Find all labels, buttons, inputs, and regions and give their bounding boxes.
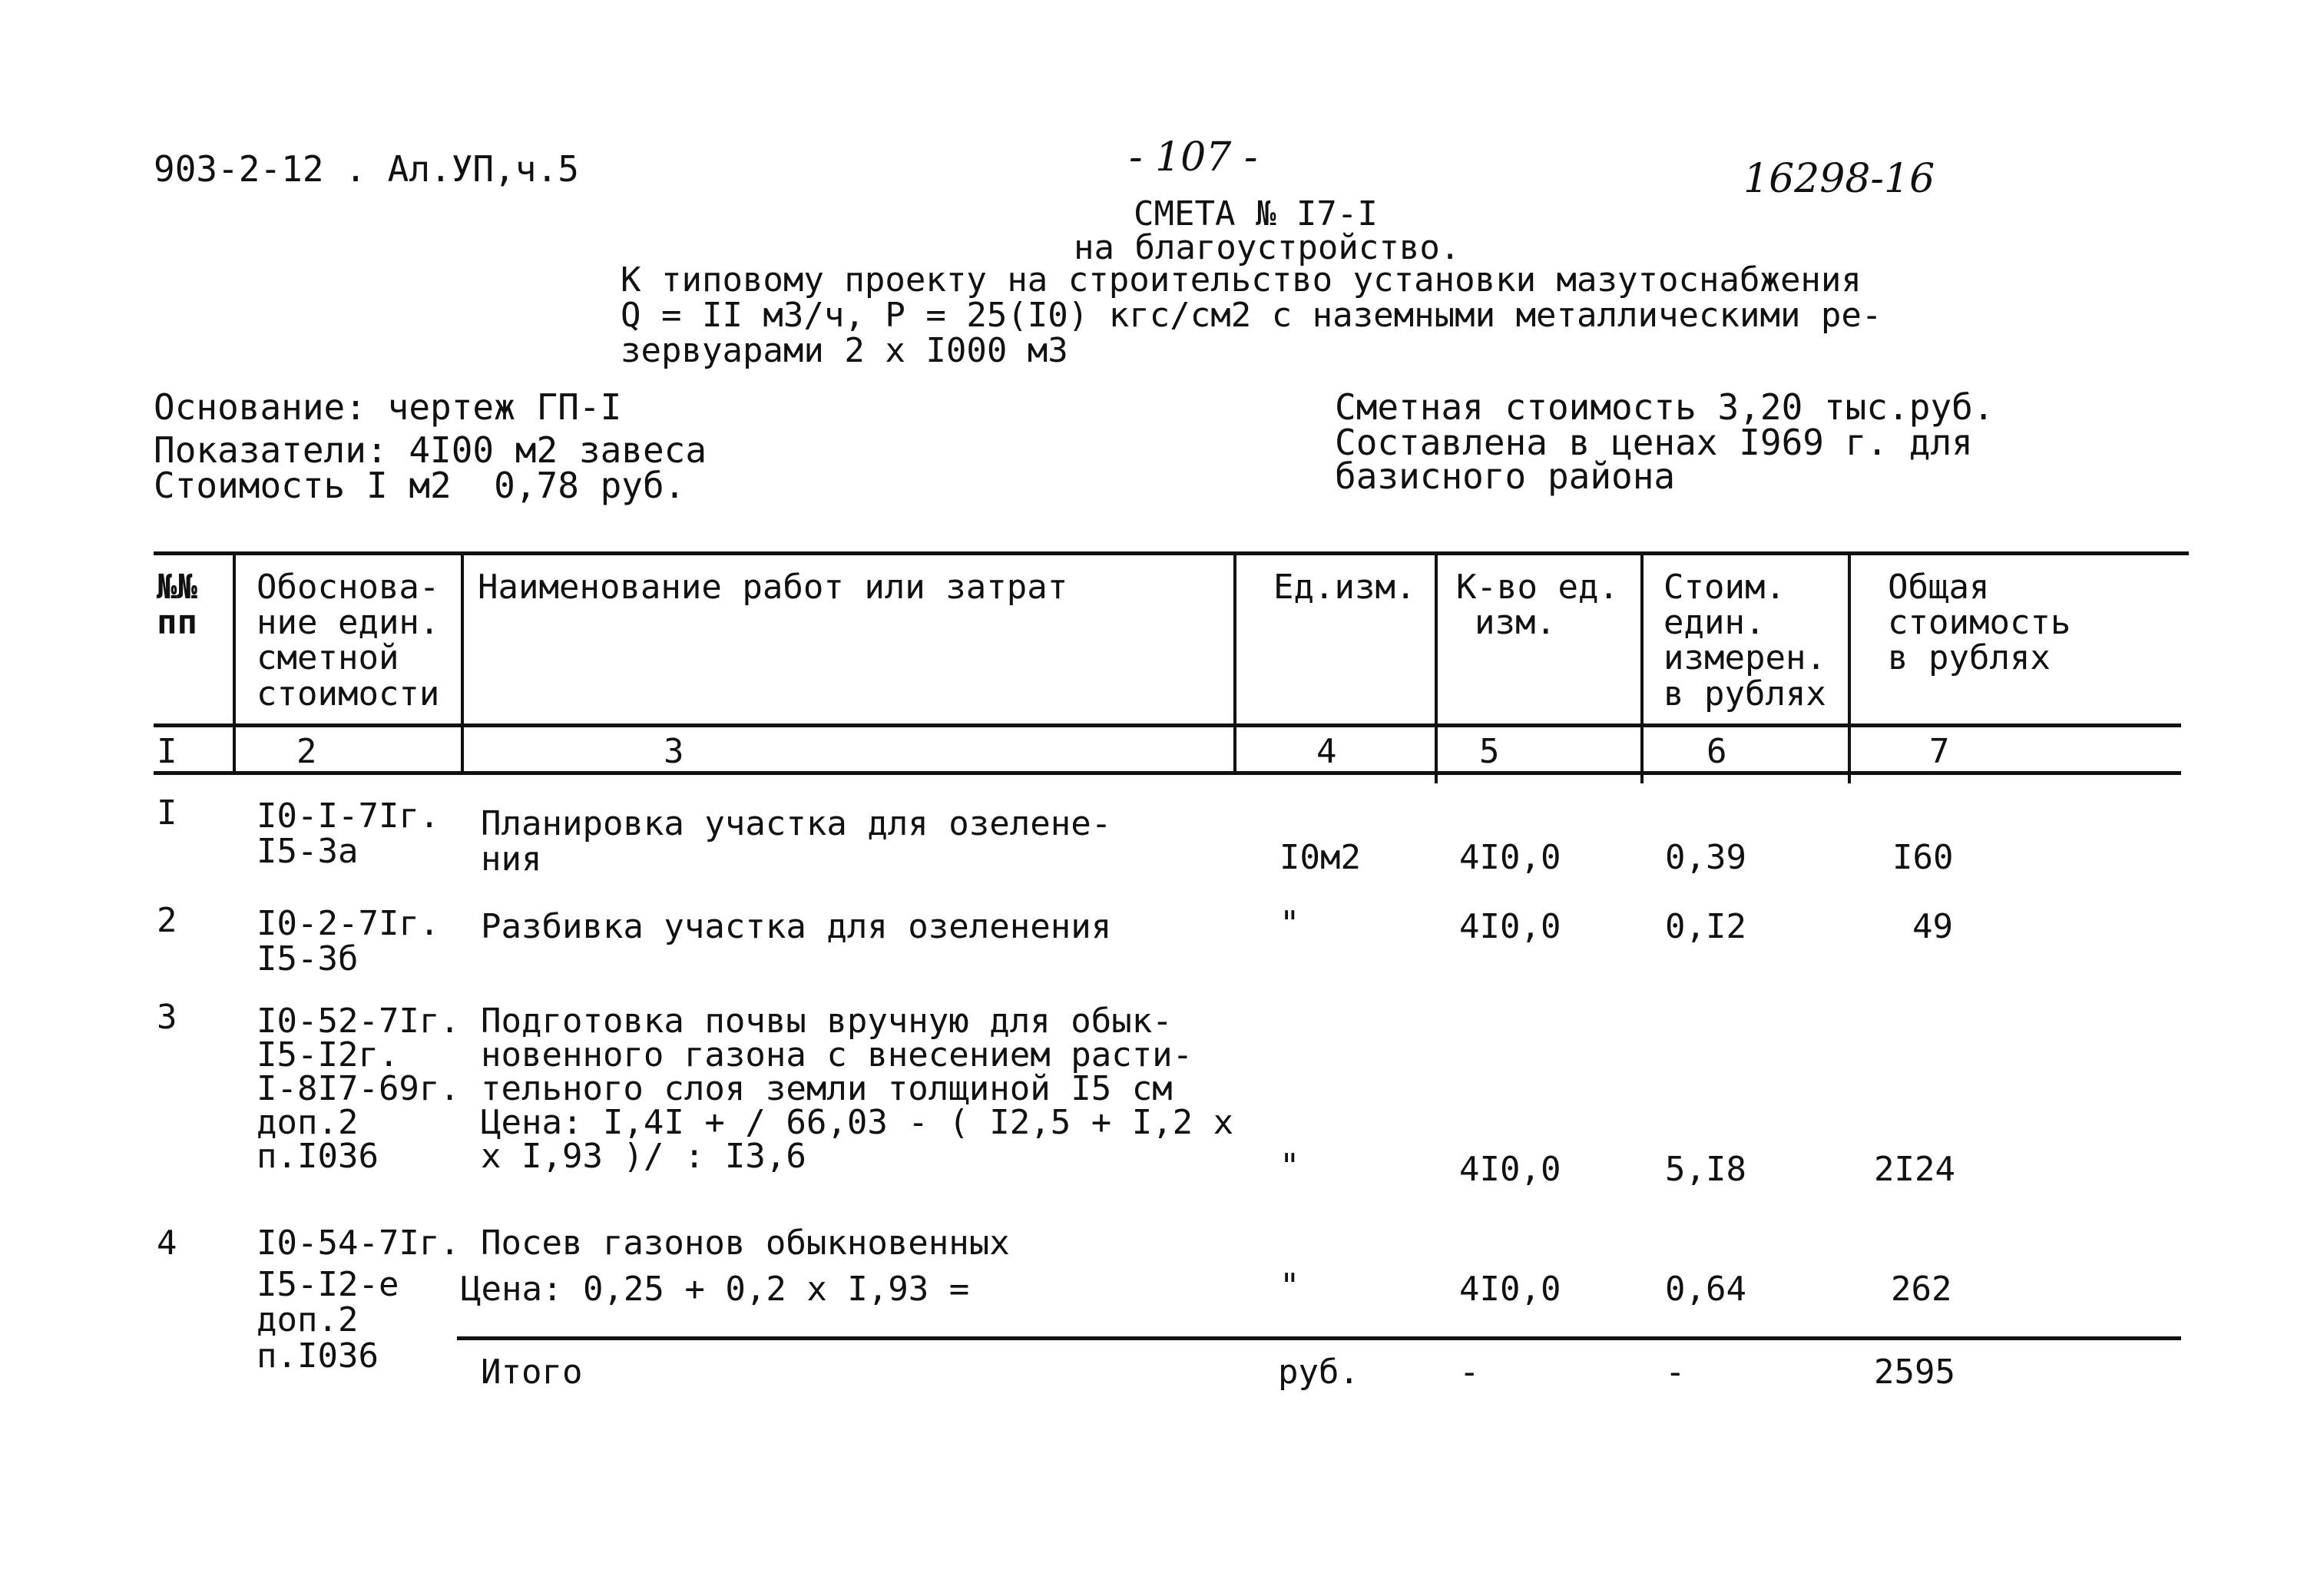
total-price: - [1665, 1353, 1686, 1392]
row-1-price: 0,39 [1665, 838, 1746, 877]
table-colnum-rule [154, 771, 2181, 775]
table-top-rule [154, 551, 2189, 555]
indicators-text: Показатели: 4I00 м2 завеса [154, 429, 707, 471]
col-number: 5 [1479, 732, 1500, 771]
row-3-total: 2I24 [1874, 1150, 1955, 1189]
prices-line-1: Составлена в ценах I969 г. для [1335, 422, 1973, 463]
row-1-basis: I0-I-7Iг. I5-3а [257, 796, 440, 872]
row-3-price: 5,I8 [1665, 1150, 1746, 1189]
row-4-unit: " [1279, 1267, 1300, 1306]
col-divider-1 [233, 553, 236, 773]
project-line-2: Q = II м3/ч, P = 25(I0) кгс/см2 с наземными металлическими ре- [621, 296, 1882, 335]
row-1-total: I60 [1892, 838, 1954, 877]
estimate-subtitle: на благоустройство. [1074, 228, 1461, 267]
col-number: 4 [1316, 732, 1337, 771]
row-2-num: 2 [157, 901, 177, 940]
project-line-1: К типовому проекту на строительство установки мазутоснабжения [621, 260, 1862, 300]
row-1-qty: 4I0,0 [1459, 838, 1561, 877]
col-divider-3 [1233, 553, 1236, 773]
header-price: Стоим. един. измерен. в рублях [1663, 568, 1826, 714]
estimated-cost-text: Сметная стоимость 3,20 тыс.руб. [1335, 386, 1994, 428]
header-qty: К-во ед. изм. [1456, 568, 1619, 643]
row-1-unit: I0м2 [1279, 838, 1361, 877]
row-2-unit: " [1279, 904, 1300, 943]
row-3-name: Подготовка почвы вручную для обык- новенного газона с внесением расти- тельного слоя земли толщиной I5 см Цена: I,4I + / 66,03 - ( I2,5 + I,2 х х I,93 )/ : I3,6 [481, 1002, 1234, 1176]
row-4-qty: 4I0,0 [1459, 1270, 1561, 1309]
col-number: 6 [1706, 732, 1727, 771]
row-3-qty: 4I0,0 [1459, 1150, 1561, 1189]
basis-text: Основание: чертеж ГП-I [154, 386, 622, 428]
handwritten-stamp: 16298-16 [1743, 156, 1935, 202]
col-divider-2 [461, 553, 464, 773]
row-4-total: 262 [1891, 1270, 1952, 1309]
col-number: 2 [296, 732, 317, 771]
total-rule [457, 1336, 2181, 1340]
col-number: I [157, 732, 177, 771]
header-unit: Ед.изм. [1273, 568, 1416, 607]
row-1-num: I [157, 793, 177, 833]
total-qty: - [1459, 1353, 1480, 1392]
row-2-qty: 4I0,0 [1459, 907, 1561, 946]
header-basis: Обоснова- ние един. сметной стоимости [257, 568, 440, 714]
unit-cost-text: Стоимость I м2 0,78 руб. [154, 465, 686, 506]
col-divider-5 [1640, 553, 1644, 783]
row-4-price-formula: Цена: 0,25 + 0,2 х I,93 = [461, 1270, 970, 1309]
prices-line-2: базисного района [1335, 455, 1676, 497]
row-4-name: Посев газонов обыкновенных [481, 1223, 1010, 1263]
row-2-price: 0,I2 [1665, 907, 1746, 946]
row-4-price: 0,64 [1665, 1270, 1746, 1309]
col-number: 3 [664, 732, 684, 771]
header-total: Общая стоимость в рублях [1888, 568, 2071, 678]
total-label: Итого [481, 1353, 583, 1392]
row-4-num: 4 [157, 1223, 177, 1263]
row-3-num: 3 [157, 998, 177, 1037]
header-name: Наименование работ или затрат [478, 568, 1068, 607]
project-line-3: зервуарами 2 х I000 м3 [621, 331, 1068, 370]
row-3-unit: " [1279, 1147, 1300, 1186]
col-number: 7 [1929, 732, 1950, 771]
total-sum: 2595 [1874, 1353, 1955, 1392]
row-3-basis: I0-52-7Iг. I5-I2г. I-8I7-69г. доп.2 п.I036 [257, 1002, 460, 1176]
header-num: №№ пп [157, 568, 197, 643]
row-2-name: Разбивка участка для озеленения [481, 907, 1112, 946]
document-code: 903-2-12 . Ал.УП,ч.5 [154, 148, 579, 190]
table-header-rule [154, 723, 2181, 727]
estimate-title: СМЕТА № I7-I [1134, 194, 1378, 233]
row-1-name: Планировка участка для озелене- ния [481, 804, 1112, 879]
page-number: - 107 - [1129, 134, 1258, 180]
row-2-basis: I0-2-7Iг. I5-3б [257, 904, 440, 979]
total-unit: руб. [1278, 1353, 1359, 1392]
col-divider-4 [1435, 553, 1438, 783]
row-4-basis: I0-54-7Iг. I5-I2-е доп.2 п.I036 [257, 1223, 460, 1376]
col-divider-6 [1848, 553, 1851, 783]
row-2-total: 49 [1912, 907, 1953, 946]
